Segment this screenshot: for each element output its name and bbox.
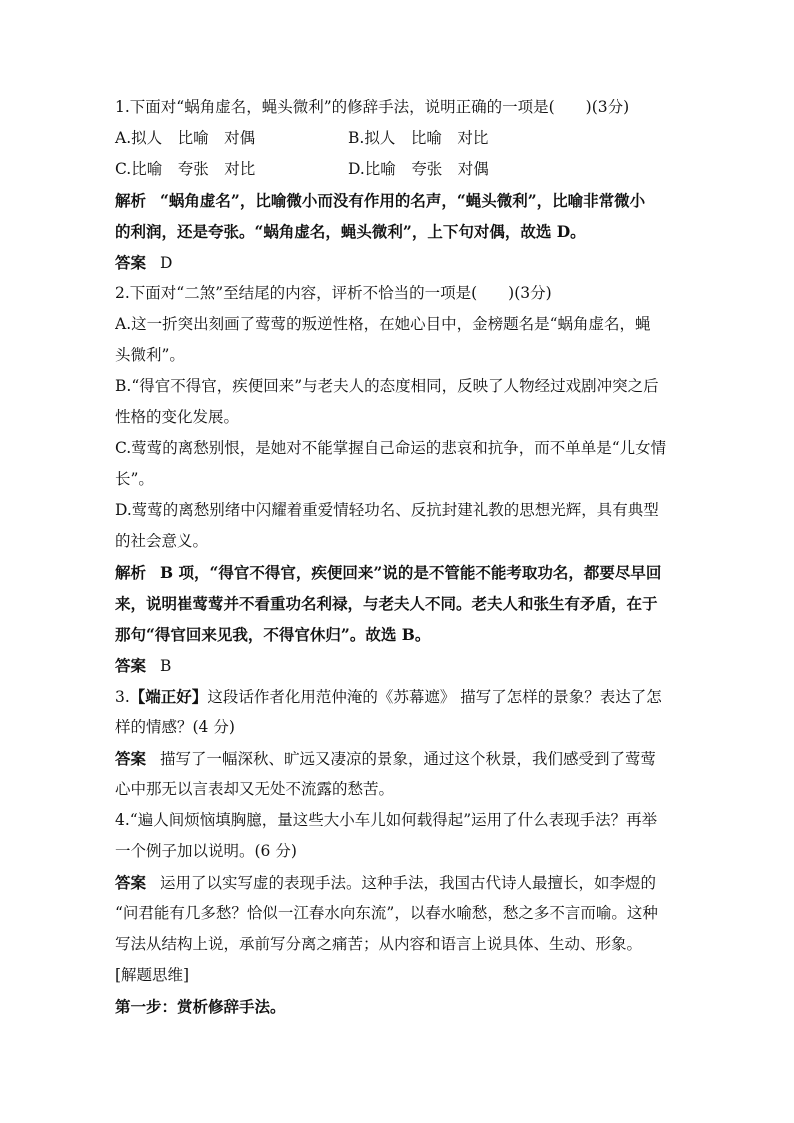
q1-option-c: C.比喻 夸张 对比 (115, 160, 256, 178)
q2-option-line-4: 性格的变化发展。 (115, 408, 240, 426)
q4-answer-line-1 (115, 867, 684, 898)
q2-option-line-1: A.这一折突出刻画了莺莺的叛逆性格，在她心目中，金榜题名是“蜗角虚名，蝇 (115, 315, 651, 333)
q4-stem-line-2: 一个例子加以说明。(6 分) (115, 842, 297, 860)
q1-answer-value: D (160, 254, 173, 272)
q2-analysis-tag: 解析 (115, 563, 147, 582)
thinking-step-1: 第一步：赏析修辞手法。 (115, 997, 286, 1016)
q2-answer-line (115, 650, 684, 681)
q4-answer-line-3: 写法从结构上说，承前写分离之痛苦；从内容和语言上说具体、生动、形象。 (115, 935, 643, 953)
q2-option-line-5: C.莺莺的离愁别恨，是她对不能掌握自己命运的悲哀和抗争，而不单单是“儿女情 (115, 439, 667, 457)
q3-answer-line-1 (115, 743, 684, 774)
q2-option-line-3: B.“得官不得官，疾便回来”与老夫人的态度相同，反映了人物经过戏剧冲突之后 (115, 377, 659, 395)
q1-option-b: B.拟人 比喻 对比 (348, 129, 489, 147)
q4-answer-tag: 答案 (115, 873, 147, 892)
q1-analysis-line-1 (115, 185, 684, 216)
q2-stem: 2.下面对“二煞”至结尾的内容，评析不恰当的一项是( )(3分) (115, 284, 552, 302)
q3-stem-text-1: 这段话作者化用范仲淹的《苏幕遮》 描写了怎样的景象？表达了怎 (207, 688, 662, 706)
q2-option-line-8: 的社会意义。 (115, 532, 209, 550)
q4-answer-line-2: “问君能有几多愁？恰似一江春水向东流”，以春水喻愁，愁之多不言而喻。这种 (115, 904, 658, 922)
q3-badge: 【端正好】 (129, 687, 208, 706)
q3-answer-tag: 答案 (115, 749, 147, 768)
q1-analysis-tag: 解析 (115, 191, 147, 210)
q2-analysis-line-3: 那句“得官回来见我，不得官休归”。故选 B。 (115, 625, 431, 644)
q1-option-d: D.比喻 夸张 对偶 (348, 160, 489, 178)
q1-analysis-text-1: “蜗角虚名”，比喻微小而没有作用的名声，“蝇头微利”，比喻非常微小 (160, 191, 646, 210)
q1-option-a: A.拟人 比喻 对偶 (115, 129, 256, 147)
q2-option-line-2: 头微利”。 (115, 346, 185, 364)
q1-analysis-line-2: 的利润，还是夸张。“蜗角虚名，蝇头微利”，上下句对偶，故选 D。 (115, 222, 586, 241)
q1-options-row-2 (115, 154, 684, 185)
q3-number: 3. (115, 688, 130, 706)
q4-answer-text-1: 运用了以实写虚的表现手法。这种手法，我国古代诗人最擅长，如李煜的 (160, 874, 657, 892)
q2-analysis-line-2: 来，说明崔莺莺并不看重功名利禄，与老夫人不同。老夫人和张生有矛盾，在于 (115, 594, 658, 613)
q4-stem-line-1: 4.“遍人间烦恼填胸臆，量这些大小车儿如何载得起”运用了什么表现手法？再举 (115, 811, 658, 829)
q2-option-line-7: D.莺莺的离愁别绪中闪耀着重爱情轻功名、反抗封建礼教的思想光辉，具有典型 (115, 501, 659, 519)
q3-stem-line-1 (115, 681, 684, 712)
q1-answer-tag: 答案 (115, 253, 147, 272)
q2-analysis-line-1 (115, 557, 684, 588)
thinking-heading: [解题思维] (115, 966, 190, 984)
q1-options-row-1 (115, 123, 684, 154)
q2-answer-value: B (160, 657, 172, 675)
q2-analysis-text-1: B 项，“得官不得官，疾便回来”说的是不管能不能考取功名，都要尽早回 (160, 563, 662, 582)
q3-stem-line-2: 样的情感？(4 分) (115, 718, 235, 736)
q1-stem: 1.下面对“蜗角虚名，蝇头微利”的修辞手法，说明正确的一项是( )(3分) (115, 98, 630, 116)
q2-option-line-6: 长”。 (115, 470, 154, 488)
q1-answer-line (115, 247, 684, 278)
q3-answer-line-2: 心中那无以言表却又无处不流露的愁苦。 (115, 780, 395, 798)
q3-answer-text-1: 描写了一幅深秋、旷远又凄凉的景象，通过这个秋景，我们感受到了莺莺 (160, 750, 657, 768)
q2-answer-tag: 答案 (115, 656, 147, 675)
